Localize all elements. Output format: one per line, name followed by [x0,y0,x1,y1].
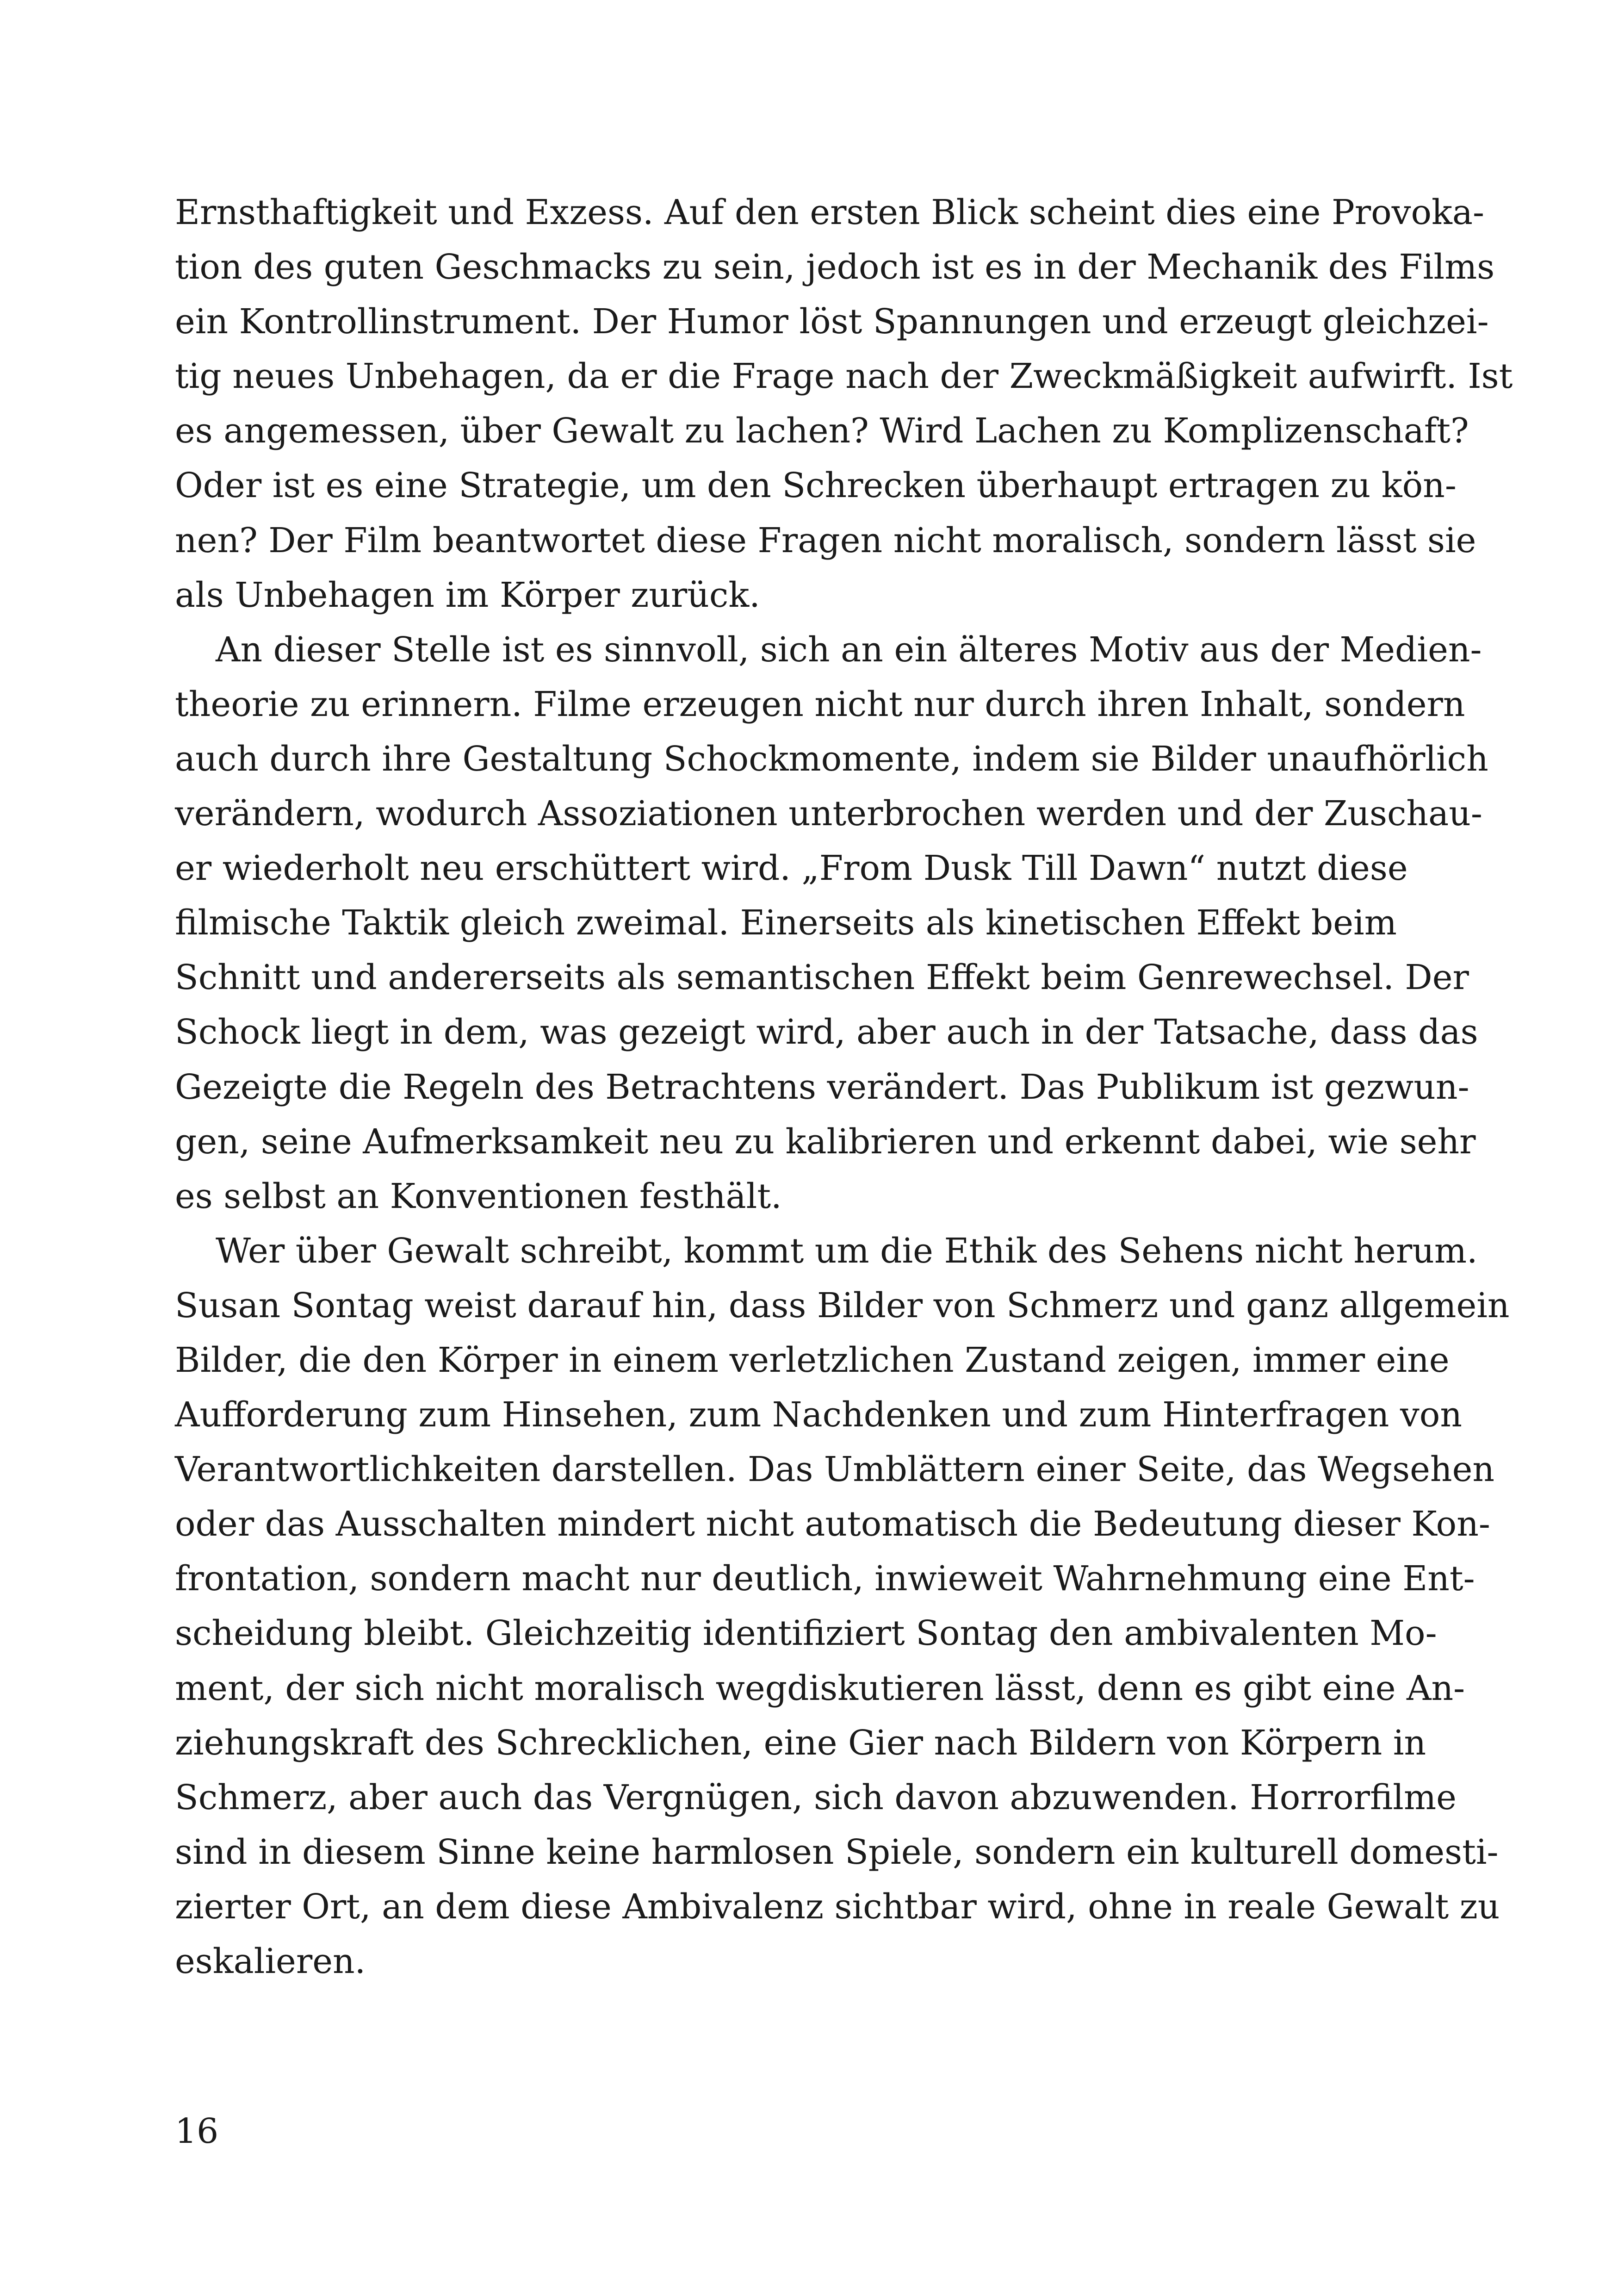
text-line: es selbst an Konventionen festhält. [175,1176,782,1216]
text-line: An dieser Stelle ist es sinnvoll, sich an ein älteres Motiv aus der Medien- [216,629,1482,670]
text-line: gen, seine Aufmerksamkeit neu zu kalibrieren und erkennt dabei, wie sehr [175,1121,1476,1162]
text-line: Aufforderung zum Hinsehen, zum Nachdenken und zum Hinterfragen von [175,1395,1462,1435]
text-line: frontation, sondern macht nur deutlich, inwieweit Wahrnehmung eine Ent- [175,1559,1475,1599]
text-line: Ernsthaftigkeit und Exzess. Auf den ersten Blick scheint dies eine Provoka- [175,193,1484,232]
text-line: Schock liegt in dem, was gezeigt wird, aber auch in der Tatsache, dass das [175,1012,1478,1052]
text-line: Wer über Gewalt schreibt, kommt um die Ethik des Sehens nicht herum. [216,1231,1478,1271]
text-line: tion des guten Geschmacks zu sein, jedoch ist es in der Mechanik des Films [175,247,1495,287]
text-line: Susan Sontag weist darauf hin, dass Bilder von Schmerz und ganz allgemein [175,1285,1510,1325]
text-line: ziehungskraft des Schrecklichen, eine Gier nach Bildern von Körpern in [175,1723,1426,1763]
text-line: als Unbehagen im Körper zurück. [175,575,760,615]
text-line: Oder ist es eine Strategie, um den Schrecken überhaupt ertragen zu kön- [175,466,1457,506]
text-line: es angemessen, über Gewalt zu lachen? Wird Lachen zu Komplizenschaft? [175,411,1469,451]
text-line: er wiederholt neu erschüttert wird. „From Dusk Till Dawn“ nutzt diese [175,848,1408,889]
text-line: Bilder, die den Körper in einem verletzlichen Zustand zeigen, immer eine [175,1340,1450,1380]
text-line: Gezeigte die Regeln des Betrachtens verändert. Das Publikum ist gezwun- [175,1067,1469,1107]
text-line: filmische Taktik gleich zweimal. Einerseits als kinetischen Effekt beim [175,903,1397,943]
text-line: Verantwortlichkeiten darstellen. Das Umblättern einer Seite, das Wegsehen [175,1450,1495,1490]
text-line: sind in diesem Sinne keine harmlosen Spiele, sondern ein kulturell domesti- [175,1832,1499,1872]
text-line: zierter Ort, an dem diese Ambivalenz sichtbar wird, ohne in reale Gewalt zu [175,1886,1500,1927]
text-line: nen? Der Film beantwortet diese Fragen nicht moralisch, sondern lässt sie [175,520,1476,560]
body-text [175,185,1513,1989]
text-line: Schmerz, aber auch das Vergnügen, sich davon abzuwenden. Horrorfilme [175,1777,1457,1817]
text-line: eskalieren. [175,1941,366,1981]
text-line: auch durch ihre Gestaltung Schockmomente, indem sie Bilder unaufhörlich [175,739,1488,779]
paragraph-3 [175,1224,1510,1989]
page-number: 16 [175,2111,219,2151]
text-line: ein Kontrollinstrument. Der Humor löst Spannungen und erzeugt gleichzei- [175,302,1489,342]
text-line: Schnitt und andererseits als semantischen Effekt beim Genrewechsel. Der [175,958,1469,998]
text-line: tig neues Unbehagen, da er die Frage nach der Zweckmäßigkeit aufwirft. Ist [175,356,1513,397]
text-line: oder das Ausschalten mindert nicht automatisch die Bedeutung dieser Kon- [175,1504,1490,1544]
text-line: scheidung bleibt. Gleichzeitig identifiziert Sontag den ambivalenten Mo- [175,1613,1437,1654]
text-line: verändern, wodurch Assoziationen unterbrochen werden und der Zuschau- [175,794,1482,834]
text-line: theorie zu erinnern. Filme erzeugen nicht nur durch ihren Inhalt, sondern [175,684,1465,724]
paragraph-1 [175,185,1513,622]
text-line: ment, der sich nicht moralisch wegdiskutieren lässt, denn es gibt eine An- [175,1668,1465,1708]
paragraph-2 [175,622,1488,1224]
